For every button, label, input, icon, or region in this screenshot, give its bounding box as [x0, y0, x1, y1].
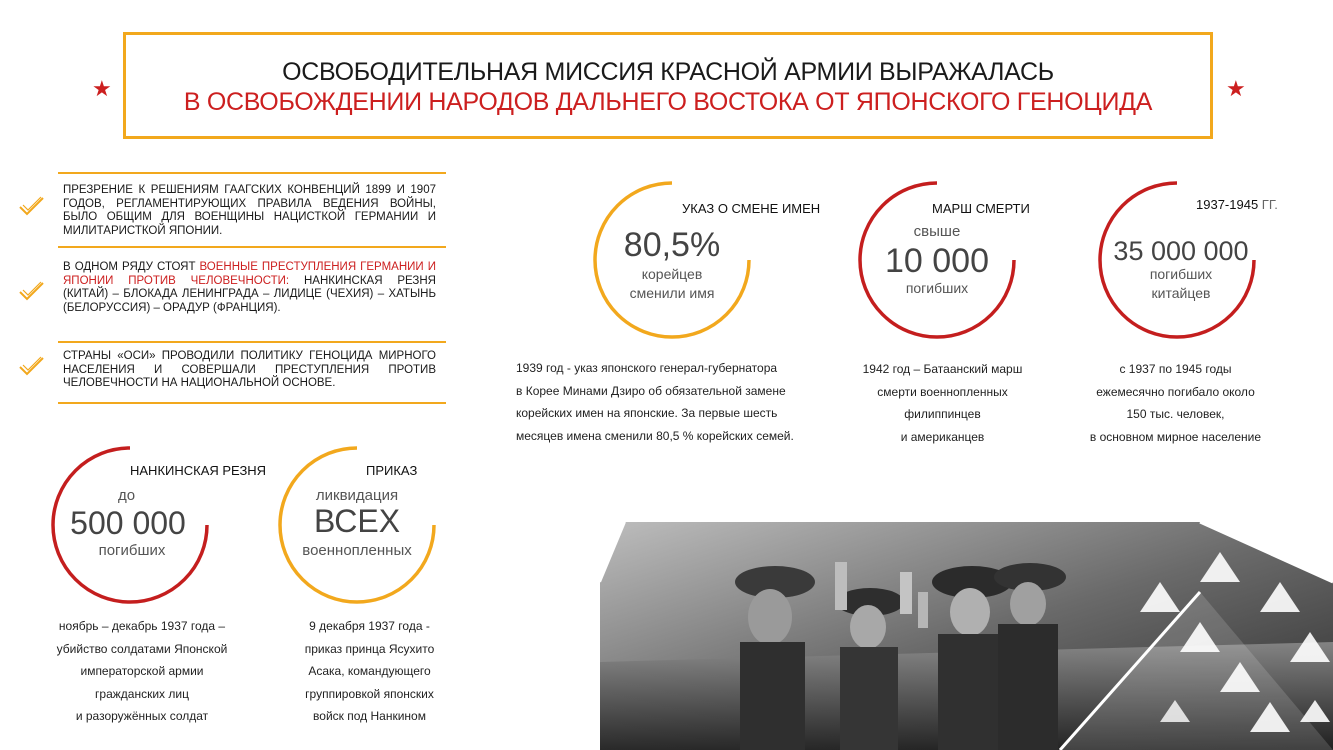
point-text-2: В ОДНОМ РЯДУ СТОЯТ ВОЕННЫЕ ПРЕСТУПЛЕНИЯ ГЕРМАНИИ И ЯПОНИИ ПРОТИВ ЧЕЛОВЕЧНОСТИ: НАНКИНСКАЯ РЕЗНЯ (КИТАЙ) – БЛОКАДА ЛЕНИНГРАДА – ЛИДИЦЕ (ЧЕХИЯ) – ХАТЫНЬ (БЕЛОРУССИЯ) – ОРАДУР (ФРАНЦИЯ).	[63, 261, 436, 314]
stat-desc-china: с 1937 по 1945 годы ежемесячно погибало около 150 тыс. человек, в основном мирное население	[1089, 362, 1262, 444]
stat-label-china: 1937-1945 ГГ.	[1196, 197, 1278, 212]
stat-label-nanking: НАНКИНСКАЯ РЕЗНЯ	[130, 463, 267, 478]
stat-sub-names: корейцев	[641, 266, 703, 282]
point-text-1: ПРЕЗРЕНИЕ К РЕШЕНИЯМ ГААГСКИХ КОНВЕНЦИЙ 1899 И 1907 ГОДОВ, РЕГЛАМЕНТИРУЮЩИХ ПРАВИЛА ВЕДЕНИЯ ВОЙНЫ, БЫЛО ОБЩИМ ДЛЯ ВОЕНЩИНЫ НАЦИСТКОЙ ГЕРМАНИИ И МИЛИТАРИСТКОЙ ЯПОНИИ.	[63, 184, 436, 237]
stat-pre-order: ликвидация	[315, 487, 399, 504]
historical-photo	[600, 522, 1333, 750]
stat-sub-nanking: погибших	[98, 542, 166, 559]
star-icon: ★	[1226, 76, 1246, 101]
check-icon	[18, 195, 46, 217]
stat-value-march: 10 000	[885, 242, 989, 280]
stat-sub-china: китайцев	[1151, 285, 1211, 301]
stat-pre-nanking: до	[118, 487, 136, 504]
check-icon	[18, 355, 46, 377]
stat-desc-order: 9 декабря 1937 года - приказ принца Ясухито Асака, командующего группировкой японских войск под Нанкином	[304, 619, 435, 723]
stat-sub-china: погибших	[1149, 266, 1213, 282]
stat-sub-names: сменили имя	[629, 285, 715, 301]
point-text-3: СТРАНЫ «ОСИ» ПРОВОДИЛИ ПОЛИТИКУ ГЕНОЦИДА МИРНОГО НАСЕЛЕНИЯ И СОВЕРШАЛИ ПРЕСТУПЛЕНИЯ ПРОТИВ ЧЕЛОВЕЧНОСТИ НА НАЦИОНАЛЬНОЙ ОСНОВЕ.	[63, 350, 436, 389]
highlight-text: ВОЕННЫЕ ПРЕСТУПЛЕНИЯ ГЕРМАНИИ И ЯПОНИИ ПРОТИВ ЧЕЛОВЕЧНОСТИ:	[63, 261, 436, 287]
check-icon	[18, 280, 46, 302]
stat-pre-march: свыше	[913, 223, 961, 240]
divider	[58, 172, 446, 174]
stat-desc-nanking: ноябрь – декабрь 1937 года – убийство солдатами Японской императорской армии гражданских лиц и разоружённых солдат	[56, 619, 228, 723]
stat-sub-order: военнопленных	[302, 542, 412, 559]
stat-label-names: УКАЗ О СМЕНЕ ИМЕН	[682, 201, 821, 216]
stat-value-order: ВСЕХ	[313, 503, 401, 539]
stat-value-china: 35 000 000	[1113, 236, 1249, 266]
divider	[58, 246, 446, 248]
stat-value-names: 80,5%	[623, 226, 721, 264]
divider	[58, 402, 446, 404]
page-title-line1: ОСВОБОДИТЕЛЬНАЯ МИССИЯ КРАСНОЙ АРМИИ ВЫРАЖАЛАСЬ	[282, 58, 1054, 86]
stat-sub-march: погибших	[905, 280, 969, 296]
stat-label-march: МАРШ СМЕРТИ	[932, 201, 1030, 216]
stat-value-nanking: 500 000	[70, 505, 186, 541]
star-icon: ★	[92, 76, 112, 101]
stat-desc-names: 1939 год - указ японского генерал-губернатора в Корее Минами Дзиро об обязательной замене корейских имен на японские. За первые шесть месяцев имена сменили 80,5 % корейских семей.	[516, 361, 794, 443]
divider	[58, 341, 446, 343]
stat-label-order: ПРИКАЗ	[366, 463, 418, 478]
stat-desc-march: 1942 год – Батаанский марш смерти военнопленных филиппинцев и американцев	[862, 362, 1023, 444]
page-title-line2: В ОСВОБОЖДЕНИИ НАРОДОВ ДАЛЬНЕГО ВОСТОКА ОТ ЯПОНСКОГО ГЕНОЦИДА	[183, 88, 1153, 116]
